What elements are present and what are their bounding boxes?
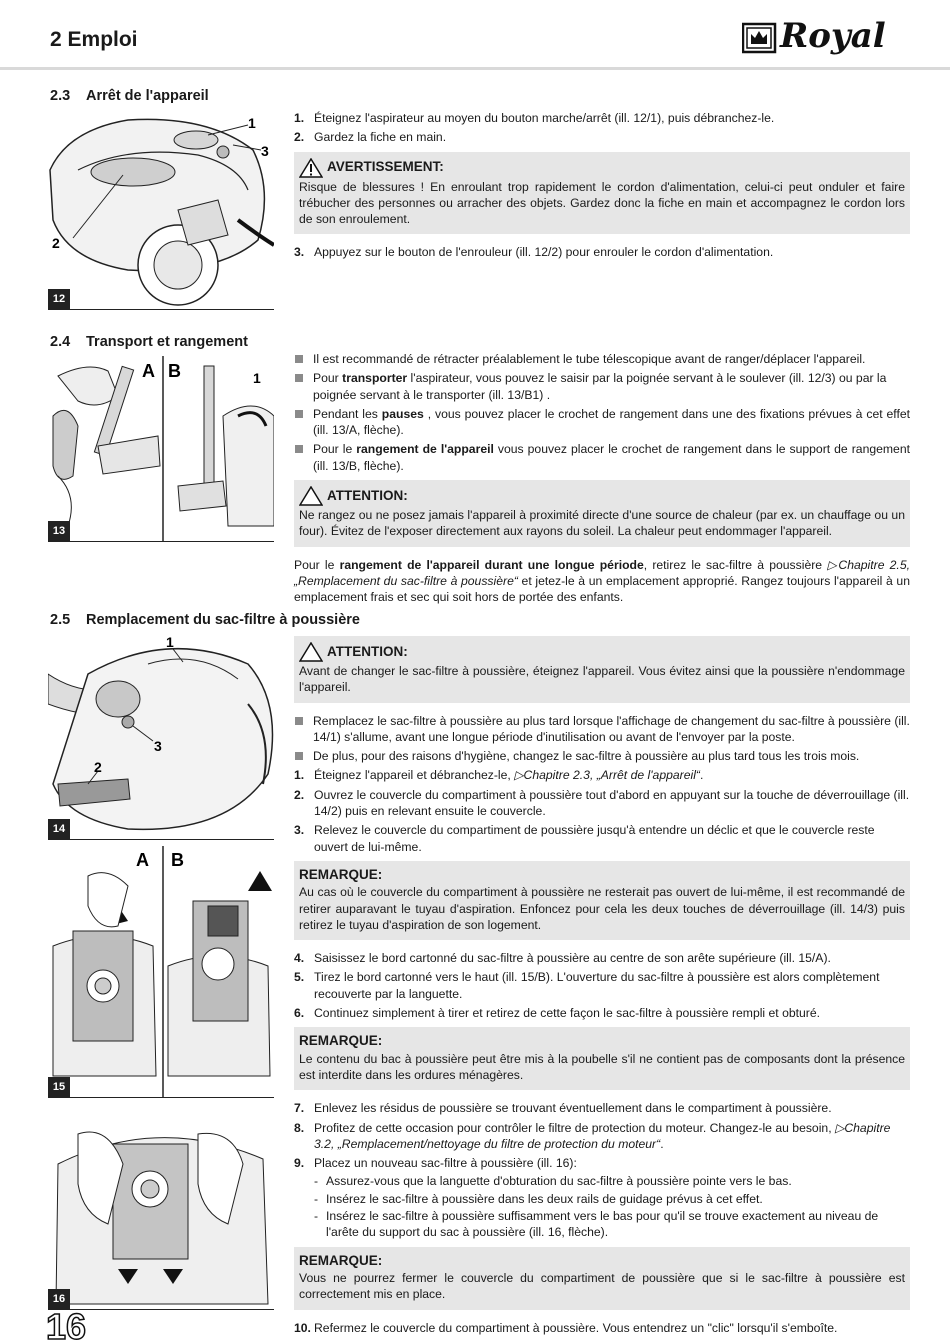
fig14-label-2: 2 — [94, 759, 102, 775]
chapter-title: 2 Emploi — [50, 28, 138, 51]
fig14-label-3: 3 — [154, 738, 162, 754]
sub-list-item: - Insérez le sac-filtre à poussière dans les deux rails de guidage prévus à cet effet. — [314, 1191, 910, 1207]
brand-name: Royal — [780, 16, 886, 56]
list-item: 2. Gardez la fiche en main. — [294, 130, 447, 145]
storage-illustration — [48, 356, 274, 542]
figure-14 — [48, 634, 274, 840]
list-item: 3. Appuyez sur le bouton de l'enrouleur (ill. 12/2) pour enrouler le cordon d'alimentation. — [294, 245, 774, 260]
list-item: 7. Enlevez les résidus de poussière se trouvant éventuellement dans le compartiment à poussière. — [294, 1101, 832, 1116]
warning-triangle-icon — [299, 158, 323, 178]
figure-16 — [48, 1104, 274, 1310]
fig13-label-1: 1 — [253, 370, 261, 386]
royal-logo — [742, 16, 912, 60]
figure-number: 14 — [48, 819, 70, 839]
attention-title: ATTENTION: — [327, 643, 408, 659]
crown-icon — [742, 20, 778, 56]
note-box — [294, 1247, 910, 1310]
fig12-label-1: 1 — [248, 115, 256, 131]
warning-triangle-icon — [299, 642, 323, 662]
section-2-5-content — [294, 636, 910, 1339]
list-item: 5. Tirez le bord cartonné vers le haut (ill. 15/B). L'ouverture du sac-filtre à poussière est alors complètement recouverte par la languette. — [294, 970, 880, 1001]
figure-number: 16 — [48, 1289, 70, 1309]
list-item: 4. Saisissez le bord cartonné du sac-filtre à poussière au centre de son arête supérieure (ill. 15/A). — [294, 951, 831, 966]
section-title-2-5: 2.5 Remplacement du sac-filtre à poussière — [50, 612, 360, 628]
list-item: 1. Éteignez l'appareil et débranchez-le, ▷Chapitre 2.3, „Arrêt de l'appareil“. — [294, 768, 704, 783]
list-item: 8. Profitez de cette occasion pour contrôler le filtre de protection du moteur. Changez-le au besoin, ▷Chapitre 3.2, „Remplacement/nettoyage du filtre de protection du moteur“. — [294, 1120, 891, 1151]
vacuum-illustration — [48, 110, 274, 310]
figure-number: 13 — [48, 521, 70, 541]
attention-box — [294, 636, 910, 703]
attention-text: Avant de changer le sac-filtre à poussière, éteignez l'appareil. Vous évitez ainsi que la poussière n'endommage l'appareil. — [299, 664, 905, 695]
list-item: Pour le rangement de l'appareil vous pouvez placer le crochet de rangement dans le support de rangement (ill. 13/B, flèche). — [294, 441, 910, 474]
note-box — [294, 1027, 910, 1090]
figure-13 — [48, 356, 274, 542]
fig15-label-b: B — [171, 850, 184, 870]
list-item: 1. Éteignez l'aspirateur au moyen du bouton marche/arrêt (ill. 12/1), puis débranchez-le. — [294, 111, 775, 125]
sub-list-item: - Insérez le sac-filtre à poussière suffisamment vers le bas pour qu'il se trouve exactement au niveau de l'arête du support du sac à poussière (ill. 16, flèche). — [314, 1208, 910, 1241]
list-item: Il est recommandé de rétracter préalablement le tube télescopique avant de ranger/déplacer l'appareil. — [294, 351, 910, 367]
list-item: Pour transporter l'aspirateur, vous pouvez le saisir par la poignée servant à le soulever (ill. 12/3) ou par la poignée servant à le transporter (ill. 13/B1) . — [294, 370, 910, 403]
warning-text: Risque de blessures ! En enroulant trop rapidement le cordon d'alimentation, celui-ci peut onduler et faire trébucher des personnes ou arracher des objets. Gardez donc la fiche en main et accompagnez le cordon lors de son enroulement. — [299, 179, 905, 227]
list-item: 2. Ouvrez le couvercle du compartiment à poussière tout d'abord en appuyant sur la touche de déverrouillage (ill. 14/2) puis en relevant ensuite le couvercle. — [294, 787, 910, 819]
vacuum-lid-illustration — [48, 634, 274, 840]
page-header — [0, 0, 950, 70]
note-text: Au cas où le couvercle du compartiment à poussière ne resterait pas ouvert de lui-même, il est recommandé de retirer auparavant le tuyau d'aspiration. Enfoncez pour cela les deux touches de déverrouillage (ill. 14/3) puis retirez le tuyau d'aspiration de son logement. — [299, 885, 905, 932]
note-box — [294, 861, 910, 940]
figure-number: 15 — [48, 1077, 70, 1097]
figure-number: 12 — [48, 289, 70, 309]
fig12-label-2: 2 — [52, 235, 60, 251]
filter-bag-removal-illustration — [48, 846, 274, 1098]
filter-bag-insertion-illustration — [48, 1104, 274, 1310]
list-item: De plus, pour des raisons d'hygiène, changez le sac-filtre à poussière au plus tard tous les trois mois. — [294, 748, 910, 764]
section-2-3-content — [294, 110, 910, 264]
fig12-label-3: 3 — [261, 143, 269, 159]
list-item: Remplacez le sac-filtre à poussière au plus tard lorsque l'affichage de changement du sac-filtre à poussière (ill. 14/1) s'allume, avant une longue période d'inutilisation ou avant de l'envoyer par la poste. — [294, 713, 910, 746]
note-title: REMARQUE: — [299, 866, 383, 882]
warning-box — [294, 152, 910, 235]
list-item: Pendant les pauses , vous pouvez placer le crochet de rangement dans une des fixations prévues à cet effet (ill. 13/A, flèche). — [294, 406, 910, 439]
warning-triangle-icon — [299, 486, 323, 506]
figure-12 — [48, 110, 274, 310]
section-title-2-3: 2.3 Arrêt de l'appareil — [50, 88, 209, 104]
figure-15 — [48, 846, 274, 1098]
long-storage-paragraph: Pour le rangement de l'appareil durant une longue période, retirez le sac-filtre à poussière ▷Chapitre 2.5, „Remplacement du sac-filtre à poussière“ et jetez-le à un emplacement approprié. Rangez toujours l'appareil à un emplacement frais et sec qui soit hors de portée des enfants. — [294, 557, 910, 605]
sub-list-item: - Assurez-vous que la languette d'obturation du sac-filtre à poussière pointe vers le bas. — [314, 1173, 910, 1189]
note-title: REMARQUE: — [299, 1252, 383, 1268]
list-item: 6. Continuez simplement à tirer et retirez de cette façon le sac-filtre à poussière rempli et obturé. — [294, 1006, 821, 1021]
fig15-label-a: A — [136, 850, 149, 870]
list-item: 9. Placez un nouveau sac-filtre à poussière (ill. 16): - Assurez-vous que la languette d'obturation du sac-filtre à poussière pointe vers le bas. - Insérez le sac-filtre à poussière dans les deux rails de guidage prévus à cet effet. - Insérez le sac-filtre à poussière suffisamment vers le bas pour qu'il se trouve exactement au niveau de l'arête du support du sac à poussière (ill. 16, flèche). — [294, 1155, 910, 1240]
attention-text: Ne rangez ou ne posez jamais l'appareil à proximité directe d'une source de chaleur (par ex. un chauffage ou un four). Évitez de l'exposer directement aux rayons du soleil. La chaleur peut endommager l'appareil. — [299, 508, 905, 539]
attention-title: ATTENTION: — [327, 487, 408, 503]
fig13-label-a: A — [142, 361, 155, 381]
fig14-label-1: 1 — [166, 634, 174, 650]
page-number: 16 — [46, 1306, 87, 1344]
section-title-2-4: 2.4 Transport et rangement — [50, 334, 248, 350]
list-item: 3. Relevez le couvercle du compartiment de poussière jusqu'à entendre un déclic et que le couvercle reste ouvert de lui-même. — [294, 823, 875, 854]
warning-title: AVERTISSEMENT: — [327, 159, 444, 175]
attention-box — [294, 480, 910, 547]
note-title: REMARQUE: — [299, 1033, 383, 1049]
section-2-4-content — [294, 351, 910, 606]
note-text: Le contenu du bac à poussière peut être mis à la poubelle s'il ne contient pas de composants dont la présence est interdite dans les ordures ménagères. — [299, 1051, 905, 1082]
fig13-label-b: B — [168, 361, 181, 381]
list-item: 10. Refermez le couvercle du compartiment à poussière. Vous entendrez un "clic" lorsqu'il s'emboîte. — [294, 1320, 838, 1335]
note-text: Vous ne pourrez fermer le couvercle du compartiment de poussière que si le sac-filtre à poussière est correctement mis en place. — [299, 1270, 905, 1302]
